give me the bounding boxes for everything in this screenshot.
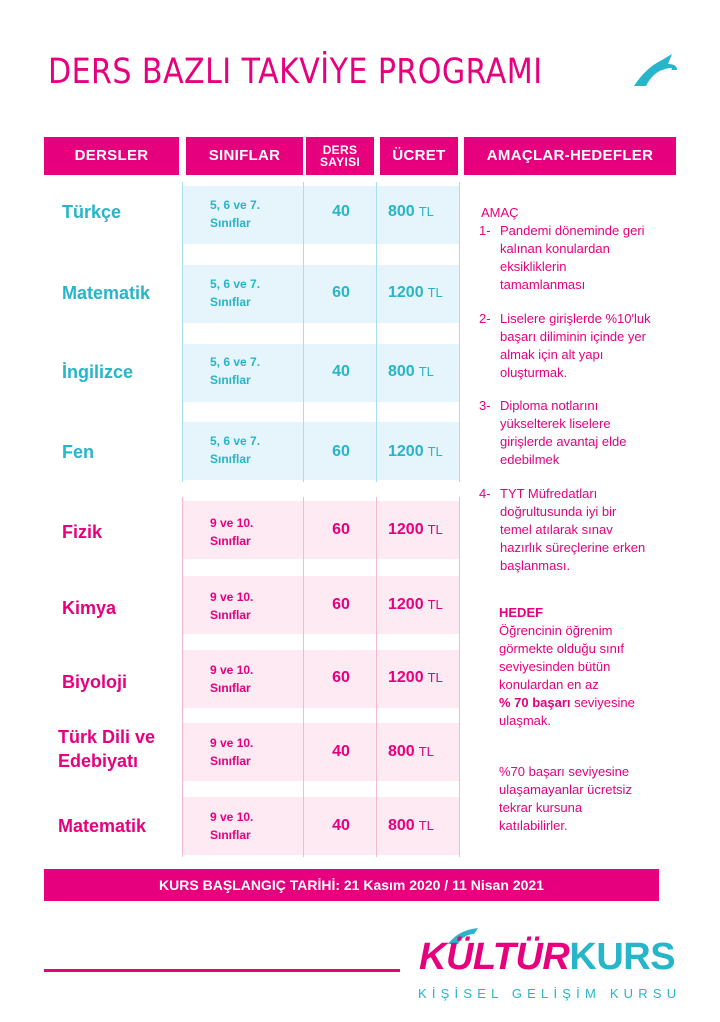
goal-text	[500, 397, 626, 469]
classes-line2: Sınıflar	[210, 295, 251, 309]
column-divider	[376, 182, 377, 482]
goal-text	[500, 222, 645, 294]
subject-turkce: Türkçe	[62, 202, 122, 222]
fee	[388, 284, 443, 302]
fee	[388, 817, 434, 835]
note-line: %70 başarı seviyesine	[499, 764, 630, 779]
goal-line: yükselterek liselere	[500, 416, 611, 431]
goal-line: kalınan konulardan	[500, 241, 610, 256]
hedef-bold: % 70 başarı	[499, 695, 571, 710]
hedef-title: HEDEF	[499, 605, 544, 620]
classes	[210, 432, 260, 468]
kultur-kurs-logo	[419, 935, 675, 979]
subject-kimya: Kimya	[62, 598, 117, 618]
fee	[388, 521, 443, 539]
goal-line: doğrultusunda iyi bir	[500, 504, 617, 519]
goal-line: Diploma notlarını	[500, 398, 599, 413]
goal-item	[479, 397, 689, 469]
hedef-line: seviyesinden bütün	[499, 659, 611, 674]
fee-amount: 1200	[388, 284, 424, 301]
fee-amount: 1200	[388, 596, 424, 613]
fee-currency: TL	[427, 444, 443, 459]
goal-line: Pandemi döneminde geri	[500, 223, 645, 238]
goal-line: girişlerde avantaj elde	[500, 434, 627, 449]
footer-divider	[44, 969, 400, 972]
note-block	[499, 763, 679, 835]
subject-biyoloji: Biyoloji	[62, 672, 128, 692]
fee	[388, 596, 443, 614]
classes-line1: 9 ve 10.	[210, 736, 254, 750]
header-amaclar: AMAÇLAR-HEDEFLER	[464, 137, 676, 175]
goal-line: edebilmek	[500, 452, 560, 467]
goal-line: TYT Müfredatları	[500, 486, 598, 501]
classes-line1: 9 ve 10.	[210, 810, 254, 824]
classes-line1: 5, 6 ve 7.	[210, 434, 261, 448]
classes	[210, 588, 253, 624]
classes	[210, 353, 260, 389]
fee	[388, 363, 434, 381]
header-ders-sayisi-line1: DERS	[322, 143, 358, 157]
logo-tagline: KİŞİSEL GELİŞİM KURSU	[418, 986, 682, 1001]
note-line: katılabilirler.	[499, 818, 568, 833]
goal-number: 1-	[479, 223, 491, 238]
column-divider	[459, 182, 460, 482]
goal-line: başarı diliminin içinde yer	[500, 329, 646, 344]
goal-item	[479, 222, 689, 294]
classes-line2: Sınıflar	[210, 608, 251, 622]
goal-item	[479, 310, 689, 382]
hedef-line	[499, 694, 679, 712]
header-siniflar: SINIFLAR	[186, 137, 303, 175]
classes-line1: 5, 6 ve 7.	[210, 355, 261, 369]
fee-currency: TL	[418, 744, 434, 759]
header-ucret: ÜCRET	[380, 137, 458, 175]
hedef-rest: seviyesine	[570, 695, 635, 710]
fee-currency: TL	[418, 364, 434, 379]
column-divider	[303, 497, 304, 857]
subject-fizik: Fizik	[62, 522, 103, 542]
hedef-line: konulardan en az	[499, 677, 599, 692]
fee	[388, 203, 434, 221]
subject-line2: Edebiyatı	[58, 751, 139, 771]
fee-amount: 800	[388, 363, 415, 380]
goal-item	[479, 485, 689, 575]
lesson-count: 60	[332, 596, 350, 613]
column-divider	[182, 497, 183, 857]
kultur-logo-icon	[632, 52, 678, 88]
amac-title: AMAÇ	[481, 205, 519, 220]
fee-amount: 1200	[388, 669, 424, 686]
classes-line1: 9 ve 10.	[210, 516, 254, 530]
goal-number: 4-	[479, 486, 491, 501]
header-ders-sayisi-line2: SAYISI	[319, 155, 361, 169]
classes	[210, 196, 260, 232]
column-divider	[303, 182, 304, 482]
start-date-banner: KURS BAŞLANGIÇ TARİHİ: 21 Kasım 2020 / 11 Nisan 2021	[44, 869, 659, 901]
fee-currency: TL	[427, 597, 443, 612]
classes	[210, 808, 253, 844]
lesson-count: 40	[332, 743, 350, 760]
goal-line: temel atılarak sınav	[500, 522, 613, 537]
subject-matematik-2: Matematik	[58, 816, 147, 836]
lesson-count: 40	[332, 203, 350, 220]
classes-line2: Sınıflar	[210, 828, 251, 842]
subject-fen: Fen	[62, 442, 95, 462]
goal-line: tamamlanması	[500, 277, 586, 292]
hedef-block	[499, 604, 679, 730]
goal-line: eksikliklerin	[500, 259, 567, 274]
lesson-count: 60	[332, 443, 350, 460]
fee-currency: TL	[418, 818, 434, 833]
classes-line2: Sınıflar	[210, 681, 251, 695]
classes	[210, 734, 253, 770]
classes-line2: Sınıflar	[210, 373, 251, 387]
hedef-line: Öğrencinin öğrenim	[499, 623, 613, 638]
classes-line2: Sınıflar	[210, 452, 251, 466]
goal-line: başlanması.	[500, 558, 571, 573]
subject-ingilizce: İngilizce	[62, 362, 134, 382]
classes-line1: 9 ve 10.	[210, 663, 254, 677]
logo-kurs: KURS	[569, 936, 676, 978]
header-dersler: DERSLER	[44, 137, 179, 175]
fee-currency: TL	[427, 285, 443, 300]
classes-line2: Sınıflar	[210, 216, 251, 230]
classes	[210, 661, 253, 697]
classes-line2: Sınıflar	[210, 534, 251, 548]
lesson-count: 60	[332, 284, 350, 301]
classes-line1: 5, 6 ve 7.	[210, 277, 261, 291]
logo-kultur: KÜLTÜR	[419, 936, 570, 978]
goal-line: almak için alt yapı	[500, 347, 604, 362]
lesson-count: 40	[332, 363, 350, 380]
fee-currency: TL	[427, 522, 443, 537]
column-divider	[459, 497, 460, 857]
note-line: ulaşamayanlar ücretsiz	[499, 782, 632, 797]
classes	[210, 514, 253, 550]
column-divider	[182, 182, 183, 482]
goal-number: 2-	[479, 311, 491, 326]
fee-amount: 800	[388, 817, 415, 834]
hedef-line: görmekte olduğu sınıf	[499, 641, 625, 656]
goal-text	[500, 485, 645, 575]
note-line: tekrar kursuna	[499, 800, 583, 815]
classes	[210, 275, 260, 311]
goal-line: oluşturmak.	[500, 365, 568, 380]
fee-amount: 800	[388, 203, 415, 220]
page-title: DERS BAZLI TAKVİYE PROGRAMI	[48, 52, 543, 92]
subject-line1: Türk Dili ve	[58, 727, 156, 747]
fee	[388, 443, 443, 461]
lesson-count: 60	[332, 521, 350, 538]
fee	[388, 743, 434, 761]
header-ders-sayisi	[306, 137, 374, 175]
goal-text	[500, 310, 651, 382]
fee-currency: TL	[418, 204, 434, 219]
goal-number: 3-	[479, 398, 491, 413]
hedef-line: ulaşmak.	[499, 713, 552, 728]
classes-line1: 9 ve 10.	[210, 590, 254, 604]
lesson-count: 40	[332, 817, 350, 834]
goal-line: hazırlık süreçlerine erken	[500, 540, 646, 555]
classes-line1: 5, 6 ve 7.	[210, 198, 261, 212]
subject-turk-dili	[58, 725, 155, 773]
lesson-count: 60	[332, 669, 350, 686]
fee-amount: 1200	[388, 443, 424, 460]
classes-line2: Sınıflar	[210, 754, 251, 768]
fee	[388, 669, 443, 687]
goal-line: Liselere girişlerde %10'luk	[500, 311, 651, 326]
fee-currency: TL	[427, 670, 443, 685]
fee-amount: 1200	[388, 521, 424, 538]
subject-matematik: Matematik	[62, 283, 151, 303]
column-divider	[376, 497, 377, 857]
fee-amount: 800	[388, 743, 415, 760]
